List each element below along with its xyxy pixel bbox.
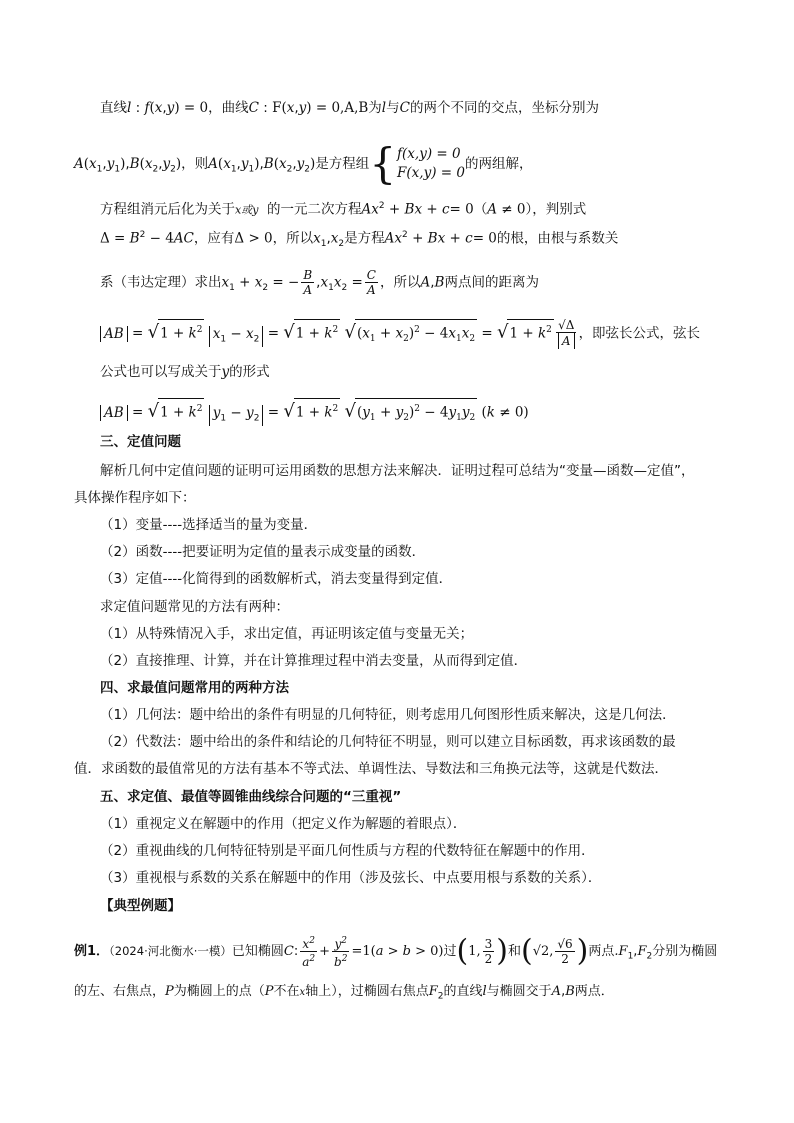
list-item-cont: 值．求函数的最值常见的方法有基本不等式法、单调性法、导数法和三角换元法等，这就是代数法． [74,761,668,777]
text: 是方程组 [315,156,370,172]
paragraph: 求定值问题常见的方法有两种： [100,599,289,615]
paragraph: 解析几何中定值问题的证明可运用函数的思想方法来解决．证明过程可总结为“变量—函数—定值”， [100,463,695,479]
text: 的两个不同的交点，坐标分别为 [409,100,599,116]
text: 与椭圆交于 [486,984,552,999]
list-item: （3）定值----化简得到的函数解析式，消去变量得到定值． [100,571,453,587]
text: 直线 [100,100,127,116]
text: 分别为椭圆 [652,944,718,959]
text: 两点． [574,984,614,999]
example-1-line-2: 的左、右焦点，P为椭圆上的点（P不在x轴上），过椭圆右焦点$F_2$的直线l与椭圆交于A,B两点． [74,984,614,1002]
text: 不在 [273,984,300,999]
line-6-chord-formula: AB = $√1 + k^2$ $x_1 - x_2 = √1 + k^2$ $√(x_1 + x_2)^2 - 4x_1x_2 = √1 + k^2$ $\frac{√\Delta}{A}$ ，即弦长公式，弦长 [100,318,700,349]
text: ，即弦长公式，弦长 [578,325,701,342]
text: ，曲线 [208,100,249,116]
list-item: （2）直接推理、计算，并在计算推理过程中消去变量，从而得到定值． [100,653,528,669]
text: 两点间的距离为 [444,274,539,291]
line-3: 方程组消元后化为关于x或y 的一元二次方程Ax$^2$ + Bx + c= 0（A ≠ 0），判别式 [100,201,587,218]
line-4: $\Delta = B^2 - 4AC$，应有Δ > 0，所以$x_1,x_2$是方程Ax$^2$ + Bx + c= 0的根，由根与系数关 [100,230,619,250]
typical-examples-heading: 【典型例题】 [100,898,181,914]
paragraph: 具体操作程序如下： [74,490,196,506]
example-1-line-1: 例1．（2024·河北衡水·一模）已知椭圆C: $\frac{x^2}{a^2}$ + $\frac{y^2}{b^2}$ =1(a > b > 0)过(1, $\frac{3}{2}$ )和(√2, $\frac{√6}{2}$ )两点$.F_1,F_2$分别为椭圆 [74,933,718,969]
text: 的两组解， [464,156,533,172]
line-5: 系（韦达定理）求出$x_1 + x_2$ = − $\frac{B}{A}$ $,x_1x_2$ = $\frac{C}{A}$ ，所以A,B两点间的距离为 [100,268,539,297]
text: 的根，由根与系数关 [496,230,619,247]
text: 两点 [588,944,615,959]
list-item: （2）重视曲线的几何特征特别是平面几何性质与方程的代数特征在解题中的作用． [100,843,595,859]
line-7: 公式也可以写成关于y的形式 [100,364,270,380]
list-item: （3）重视根与系数的关系在解题中的作用（涉及弦长、中点要用根与系数的关系）． [100,870,602,886]
text: 过 [443,944,457,959]
text: 的一元二次方程 [267,201,362,218]
text: 轴上），过椭圆右焦点 [305,984,429,999]
text: 是方程 [344,230,385,247]
text: x或y [235,203,259,217]
text: ，应有 [193,230,235,247]
text: 为 [368,100,382,116]
text: 为椭圆上的点（ [173,984,265,999]
text: 与 [386,100,400,116]
line-1: 直线l : f(x,y) = 0，曲线C : F(x,y) = 0,A,B为l与C的两个不同的交点，坐标分别为 [100,100,599,116]
text: 的左、右焦点， [74,984,166,999]
text: 公式也可以写成关于 [100,364,222,380]
list-item: （1）重视定义在解题中的作用（把定义作为解题的着眼点）． [100,816,467,832]
text: ，则 [181,156,209,172]
list-item: （2）代数法：题中给出的条件和结论的几何特征不明显，则可以建立目标函数，再求该函数的最 [100,734,676,750]
equation-system: { f(x,y) = 0 F(x,y) = 0 [369,139,465,188]
text: ），判别式 [525,201,587,218]
text: （ [473,201,488,218]
section-4-title: 四、求最值问题常用的两种方法 [100,680,289,696]
line-8-chord-formula-y: AB = $√1 + k^2$ $y_1 - y_2 = √1 + k^2$ $√(y_1 + y_2)^2 - 4y_1y_2$ (k ≠ 0) [100,398,529,428]
text: ，所以 [379,274,421,291]
list-item: （1）从特殊情况入手，求出定值，再证明该定值与变量无关； [100,626,474,642]
example-label: 例1． [74,944,110,959]
list-item: （2）函数----把要证明为定值的量表示成变量的函数． [100,544,426,560]
text: 和 [507,944,521,959]
text: 方程组消元后化为关于 [100,201,235,218]
text: 的形式 [229,364,270,380]
list-item: （1）几何法：题中给出的条件有明显的几何特征，则考虑用几何图形性质来解决，这是几何法． [100,707,676,723]
text: ，所以 [272,230,314,247]
section-5-title: 五、求定值、最值等圆锥曲线综合问题的“三重视” [100,789,402,805]
source: （2024·河北衡水·一模） [109,944,232,958]
line-2: $A(x_1,y_1),B(x_2,y_2)$，则$A(x_1,y_1),B(x_2,y_2)$是方程组 { f(x,y) = 0 F(x,y) = 0 的两组解， [74,139,533,188]
list-item: （1）变量----选择适当的量为变量． [100,517,318,533]
text: 系（韦达定理）求出 [100,274,222,291]
text: 的直线 [443,984,483,999]
section-3-title: 三、定值问题 [100,434,181,450]
text: 已知椭圆 [231,944,284,959]
